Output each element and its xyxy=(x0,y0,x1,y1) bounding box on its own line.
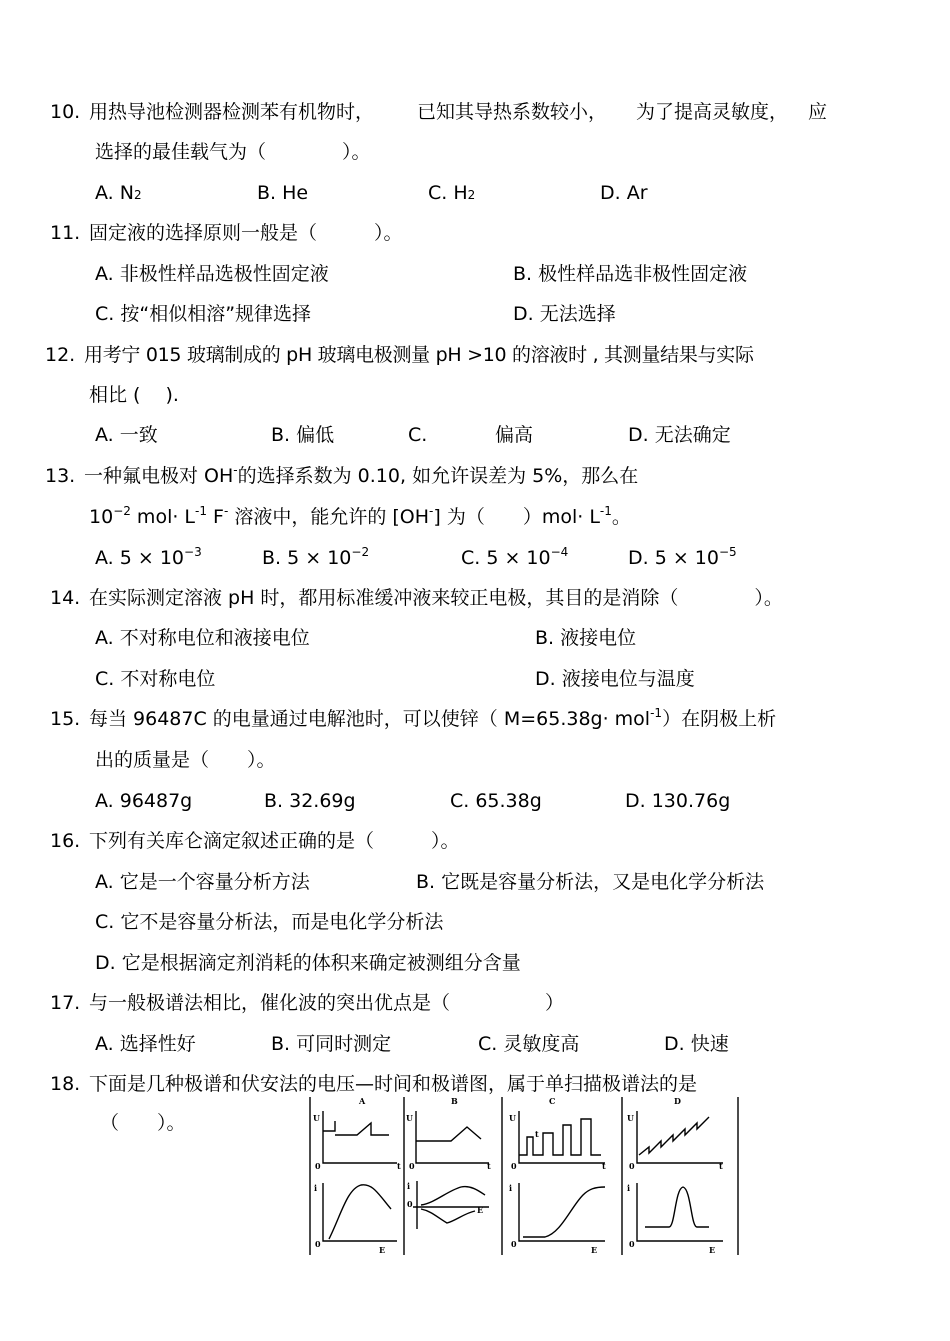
q13-option-d[interactable]: D. $5 \times 10^{-5}$ xyxy=(628,545,737,569)
q15-stem-line2: 出的质量是（ ）。 xyxy=(95,749,276,771)
bottom-c-ylabel: i xyxy=(509,1183,513,1193)
top-a-waveform xyxy=(323,1121,389,1135)
top-d-waveform xyxy=(639,1117,709,1155)
q13-stem-line1: 一种氟电极对 OH-的选择系数为 0.10, 如允许误差为 5%，那么在 xyxy=(84,463,639,487)
q10-stem-line2: 选择的最佳载气为（ ）。 xyxy=(95,141,371,163)
bottom-d-origin: 0 xyxy=(629,1239,635,1249)
q14-stem: 在实际测定溶液 pH 时，都用标准缓冲液来较正电极，其目的是消除（ ）。 xyxy=(89,587,783,609)
bottom-c-curve xyxy=(523,1187,605,1237)
top-a-origin: 0 xyxy=(315,1161,321,1171)
bottom-b-ylabel: i xyxy=(407,1181,411,1191)
q17-option-c[interactable]: C. 灵敏度高 xyxy=(478,1033,580,1055)
q10-option-c[interactable]: C. H2 xyxy=(428,182,476,204)
q12-option-a[interactable]: A. 一致 xyxy=(95,424,158,446)
q13-stem-line2: $10^{-2}$ $mol\cdot L^{-1}$ F- 溶液中，能允许的 [OH-] 为（ ）$mol\cdot L^{-1}$。 xyxy=(89,504,631,528)
q16-option-d[interactable]: D. 它是根据滴定剂消耗的体积来确定被测组分含量 xyxy=(95,952,521,974)
q12-option-b[interactable]: B. 偏低 xyxy=(271,424,335,446)
bottom-a-axes xyxy=(323,1183,397,1241)
top-b-waveform xyxy=(416,1127,481,1141)
q12-number: 12. xyxy=(45,344,76,366)
q10-option-d[interactable]: D. Ar xyxy=(600,182,648,204)
q18-stem-line2: （ ）。 xyxy=(100,1112,186,1134)
q11-option-d[interactable]: D. 无法选择 xyxy=(513,303,616,325)
bottom-a-xlabel: E xyxy=(379,1245,386,1255)
q12-option-d[interactable]: D. 无法确定 xyxy=(628,424,731,446)
top-d-origin: 0 xyxy=(629,1161,635,1171)
q13-option-b[interactable]: B. $5 \times 10^{-2}$ xyxy=(262,545,370,569)
bottom-d-curve xyxy=(645,1187,709,1227)
q10-option-b[interactable]: B. He xyxy=(257,182,309,204)
q10-number: 10. xyxy=(50,101,81,123)
bottom-a-origin: 0 xyxy=(315,1239,321,1249)
q17-number: 17. xyxy=(50,992,81,1014)
panel-title-b: B xyxy=(451,1096,458,1106)
q11-option-b[interactable]: B. 极性样品选非极性固定液 xyxy=(513,263,748,285)
polarography-figure xyxy=(309,1095,739,1255)
q16-number: 16. xyxy=(50,830,81,852)
q11-number: 11. xyxy=(50,222,81,244)
q11-stem: 固定液的选择原则一般是（ ）。 xyxy=(89,222,403,244)
bottom-d-ylabel: i xyxy=(627,1183,631,1193)
q16-option-c[interactable]: C. 它不是容量分析法，而是电化学分析法 xyxy=(95,911,444,933)
top-c-origin: 0 xyxy=(511,1161,517,1171)
q10-stem-part4: 应 xyxy=(808,101,828,123)
top-a-ylabel: U xyxy=(313,1113,320,1123)
q14-option-d[interactable]: D. 液接电位与温度 xyxy=(535,668,695,690)
bottom-c-axes xyxy=(519,1183,605,1241)
bottom-b-origin: 0 xyxy=(407,1199,413,1209)
q16-stem: 下列有关库仑滴定叙述正确的是（ ）。 xyxy=(89,830,460,852)
q10-stem-part2: 已知其导热系数较小， xyxy=(417,101,608,123)
q17-option-d[interactable]: D. 快速 xyxy=(664,1033,729,1055)
top-d-ylabel: U xyxy=(627,1113,634,1123)
q16-option-a[interactable]: A. 它是一个容量分析方法 xyxy=(95,871,310,893)
top-b-xlabel: t xyxy=(487,1161,491,1171)
q14-option-c[interactable]: C. 不对称电位 xyxy=(95,668,216,690)
top-b-ylabel: U xyxy=(406,1113,413,1123)
q14-option-b[interactable]: B. 液接电位 xyxy=(535,627,637,649)
top-d-axes xyxy=(637,1111,723,1163)
q10-stem-part1: 用热导池检测器检测苯有机物时， xyxy=(89,101,375,123)
q14-option-a[interactable]: A. 不对称电位和液接电位 xyxy=(95,627,310,649)
bottom-a-ylabel: i xyxy=(314,1183,318,1193)
q12-option-c[interactable]: C. xyxy=(408,424,428,446)
q14-number: 14. xyxy=(50,587,81,609)
q15-option-d[interactable]: D. 130.76g xyxy=(625,790,731,812)
q12-option-c-text: 偏高 xyxy=(495,424,534,446)
top-a-xlabel: t xyxy=(397,1161,401,1171)
bottom-d-xlabel: E xyxy=(709,1245,716,1255)
top-c-inner-t: t xyxy=(535,1129,539,1139)
panel-title-c: C xyxy=(549,1096,556,1106)
bottom-b-curve-lower xyxy=(421,1209,475,1223)
bottom-b-curve-upper xyxy=(421,1187,485,1205)
q12-stem-line2: 相比 ( ). xyxy=(89,384,179,406)
q12-stem-line1: 用考宁 015 玻璃制成的 pH 玻璃电极测量 pH >10 的溶液时 , 其测量结果与实际 xyxy=(84,344,754,366)
q13-option-a[interactable]: A. $5 \times 10^{-3}$ xyxy=(95,545,202,569)
q15-option-b[interactable]: B. 32.69g xyxy=(264,790,356,812)
bottom-c-xlabel: E xyxy=(591,1245,598,1255)
bottom-c-origin: 0 xyxy=(511,1239,517,1249)
panel-title-a: A xyxy=(359,1096,366,1106)
q15-number: 15. xyxy=(50,708,81,730)
q13-option-c[interactable]: C. $5 \times 10^{-4}$ xyxy=(461,545,569,569)
q18-stem: 下面是几种极谱和伏安法的电压—时间和极谱图，属于单扫描极谱法的是 xyxy=(89,1073,698,1095)
q11-option-c[interactable]: C. 按“相似相溶”规律选择 xyxy=(95,303,312,325)
panel-title-d: D xyxy=(674,1096,681,1106)
q15-option-c[interactable]: C. 65.38g xyxy=(450,790,542,812)
q10-stem-part3: 为了提高灵敏度， xyxy=(636,101,789,123)
top-b-origin: 0 xyxy=(409,1161,415,1171)
q13-number: 13. xyxy=(45,465,76,487)
q18-number: 18. xyxy=(50,1073,81,1095)
bottom-b-xlabel: E xyxy=(477,1205,484,1215)
bottom-a-curve xyxy=(329,1185,391,1239)
top-c-waveform xyxy=(519,1119,601,1155)
top-d-xlabel: t xyxy=(719,1161,723,1171)
q11-option-a[interactable]: A. 非极性样品选极性固定液 xyxy=(95,263,329,285)
q10-option-a[interactable]: A. N2 xyxy=(95,182,142,204)
q17-option-b[interactable]: B. 可同时测定 xyxy=(271,1033,392,1055)
q17-option-a[interactable]: A. 选择性好 xyxy=(95,1033,196,1055)
q16-option-b[interactable]: B. 它既是容量分析法，又是电化学分析法 xyxy=(416,871,765,893)
top-c-xlabel: t xyxy=(602,1161,606,1171)
top-c-ylabel: U xyxy=(509,1113,516,1123)
q17-stem: 与一般极谱法相比，催化波的突出优点是（ ） xyxy=(89,992,565,1014)
top-a-axes xyxy=(323,1111,397,1163)
q15-option-a[interactable]: A. 96487g xyxy=(95,790,193,812)
q15-stem-line1: 每当 96487C 的电量通过电解池时，可以使锌（ M=65.38g· mol$^{-1}$）在阴极上析 xyxy=(89,706,777,730)
